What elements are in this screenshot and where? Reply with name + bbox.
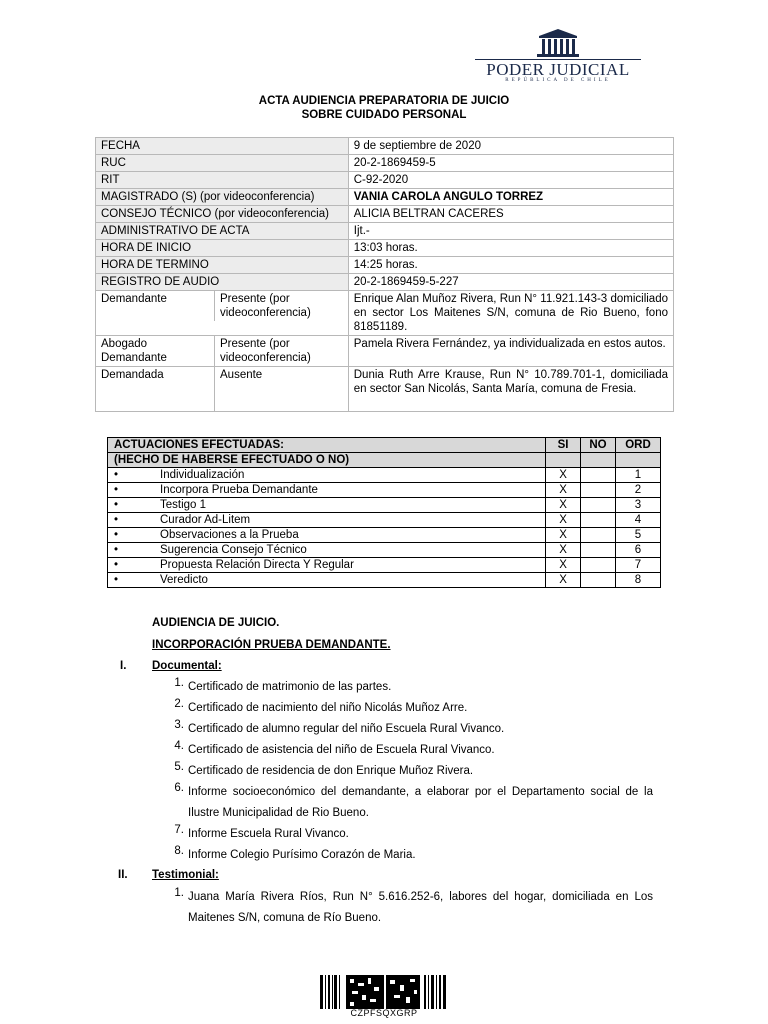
list-number: 5. [174,761,184,773]
termino-value: 14:25 horas. [348,257,673,274]
table-header-row [108,453,661,468]
list-number: 6. [174,782,184,794]
abogado-value: Pamela Rivera Fernández, ya individualizada en estos autos. [348,336,673,367]
table-row [96,223,674,240]
table-row [96,138,674,155]
col-ord-header: ORD [616,438,661,453]
si-cell: X [546,483,581,498]
documental-heading: Documental: [152,660,222,672]
actuaciones-subheader: (HECHO DE HABERSE EFECTUADO O NO) [108,453,546,468]
logo-subtext: REPÚBLICA DE CHILE [505,78,611,83]
incorporacion-heading: INCORPORACIÓN PRUEBA DEMANDANTE. [152,639,391,651]
si-cell: X [546,528,581,543]
no-cell [581,543,616,558]
bullet-icon: • [114,529,119,541]
list-number: 2. [174,698,184,710]
si-cell: X [546,468,581,483]
bullet-icon: • [114,514,119,526]
table-row [96,257,674,274]
demandante-value: Enrique Alan Muñoz Rivera, Run N° 11.921.143-3 domiciliado en sector Los Maitenes S/N, comuna de Rio Bueno, fono 81851189. [348,291,673,336]
table-row [108,498,661,513]
audiencia-heading: AUDIENCIA DE JUICIO. [152,617,280,629]
table-row [96,367,674,412]
fecha-value: 9 de septiembre de 2020 [348,138,673,155]
no-cell [581,558,616,573]
demandada-cell [96,367,349,412]
list-number: 4. [174,740,184,752]
bullet-icon: • [114,499,119,511]
demandante-label: Demandante [96,291,215,321]
list-number: 1. [174,887,184,899]
no-cell [581,528,616,543]
ruc-label: RUC [96,155,349,172]
actuacion-label: • Propuesta Relación Directa Y Regular [108,558,546,573]
table-row [96,336,674,367]
table-row [96,189,674,206]
audio-value: 20-2-1869459-5-227 [348,274,673,291]
actuaciones-header: ACTUACIONES EFECTUADAS: [108,438,546,453]
termino-label: HORA DE TERMINO [96,257,349,274]
no-cell [581,498,616,513]
ord-cell: 3 [616,498,661,513]
list-number: 7. [174,824,184,836]
list-text: Certificado de matrimonio de las partes. [188,681,392,693]
barcode-icon [320,975,448,1009]
fecha-label: FECHA [96,138,349,155]
ord-cell: 7 [616,558,661,573]
si-cell: X [546,543,581,558]
bullet-icon: • [114,544,119,556]
no-cell [581,483,616,498]
table-row [96,240,674,257]
ruc-value: 20-2-1869459-5 [348,155,673,172]
testimonial-heading: Testimonial: [152,869,219,881]
actuaciones-table [107,437,661,588]
col-no-header: NO [581,438,616,453]
magistrado-value: VANIA CAROLA ANGULO TORREZ [348,189,673,206]
ord-cell: 6 [616,543,661,558]
list-number: 3. [174,719,184,731]
ord-cell: 5 [616,528,661,543]
si-cell: X [546,573,581,588]
si-cell: X [546,513,581,528]
demandante-cell [96,291,349,336]
list-text: Informe Colegio Purísimo Corazón de Maria. [188,849,416,861]
actuacion-label: • Observaciones a la Prueba [108,528,546,543]
list-number: 1. [174,677,184,689]
section-number: II. [118,869,128,881]
inicio-label: HORA DE INICIO [96,240,349,257]
admin-value: Ijt.- [348,223,673,240]
list-text: Certificado de residencia de don Enrique Muñoz Rivera. [188,765,474,777]
table-row [96,155,674,172]
magistrado-label: MAGISTRADO (S) (por videoconferencia) [96,189,349,206]
table-row [108,528,661,543]
actuacion-label: • Sugerencia Consejo Técnico [108,543,546,558]
si-cell: X [546,498,581,513]
bullet-icon: • [114,484,119,496]
demandada-value: Dunia Ruth Arre Krause, Run N° 10.789.701-1, domiciliada en sector San Nicolás, Santa María, comuna de Fresia. [348,367,673,412]
document-subtitle: SOBRE CUIDADO PERSONAL [301,109,467,121]
list-text: Informe Escuela Rural Vivanco. [188,828,349,840]
ord-cell: 1 [616,468,661,483]
actuacion-label: • Curador Ad-Litem [108,513,546,528]
barcode-label: CZPFSQXGRP [350,1008,418,1018]
table-row [108,543,661,558]
abogado-cell [96,336,349,367]
rit-value: C-92-2020 [348,172,673,189]
ord-cell: 4 [616,513,661,528]
no-cell [581,468,616,483]
list-text: Informe socioeconómico del demandante, a elaborar por el Departamento social de la Ilustre Municipalidad de Rio Bueno. [188,786,653,819]
actuacion-label: • Testigo 1 [108,498,546,513]
actuacion-label: • Incorpora Prueba Demandante [108,483,546,498]
list-text: Certificado de alumno regular del niño Escuela Rural Vivanco. [188,723,505,735]
section-number: I. [120,660,127,672]
admin-label: ADMINISTRATIVO DE ACTA [96,223,349,240]
document-title: ACTA AUDIENCIA PREPARATORIA DE JUICIO [258,95,510,107]
actuacion-label: • Individualización [108,468,546,483]
consejo-value: ALICIA BELTRAN CACERES [348,206,673,223]
table-row [96,206,674,223]
ord-cell: 8 [616,573,661,588]
demandada-label: Demandada [96,367,215,411]
list-number: 8. [174,845,184,857]
abogado-status: Presente (por videoconferencia) [215,336,348,366]
courthouse-icon [473,26,643,60]
no-cell [581,573,616,588]
list-text: Certificado de nacimiento del niño Nicolás Muñoz Arre. [188,702,468,714]
table-row [96,172,674,189]
info-table [95,137,674,412]
poder-judicial-logo [473,26,643,82]
list-text: Juana María Rivera Ríos, Run N° 5.616.252-6, labores del hogar, domiciliada en Los Maitenes S/N, comuna de Río Bueno. [188,891,653,924]
table-row [108,483,661,498]
abogado-label: Abogado Demandante [96,336,215,366]
demandante-status: Presente (por videoconferencia) [215,291,348,321]
bullet-icon: • [114,559,119,571]
demandada-status: Ausente [215,367,348,411]
actuacion-label: • Veredicto [108,573,546,588]
table-row [108,558,661,573]
logo-text: PODER JUDICIAL [486,60,630,79]
bullet-icon: • [114,469,119,481]
table-header-row [108,438,661,453]
table-row [108,468,661,483]
table-row [108,573,661,588]
consejo-label: CONSEJO TÉCNICO (por videoconferencia) [96,206,349,223]
si-cell: X [546,558,581,573]
table-row [96,291,674,336]
table-row [108,513,661,528]
rit-label: RIT [96,172,349,189]
list-text: Certificado de asistencia del niño de Escuela Rural Vivanco. [188,744,495,756]
inicio-value: 13:03 horas. [348,240,673,257]
table-row [96,274,674,291]
audio-label: REGISTRO DE AUDIO [96,274,349,291]
no-cell [581,513,616,528]
col-si-header: SI [546,438,581,453]
ord-cell: 2 [616,483,661,498]
bullet-icon: • [114,574,119,586]
